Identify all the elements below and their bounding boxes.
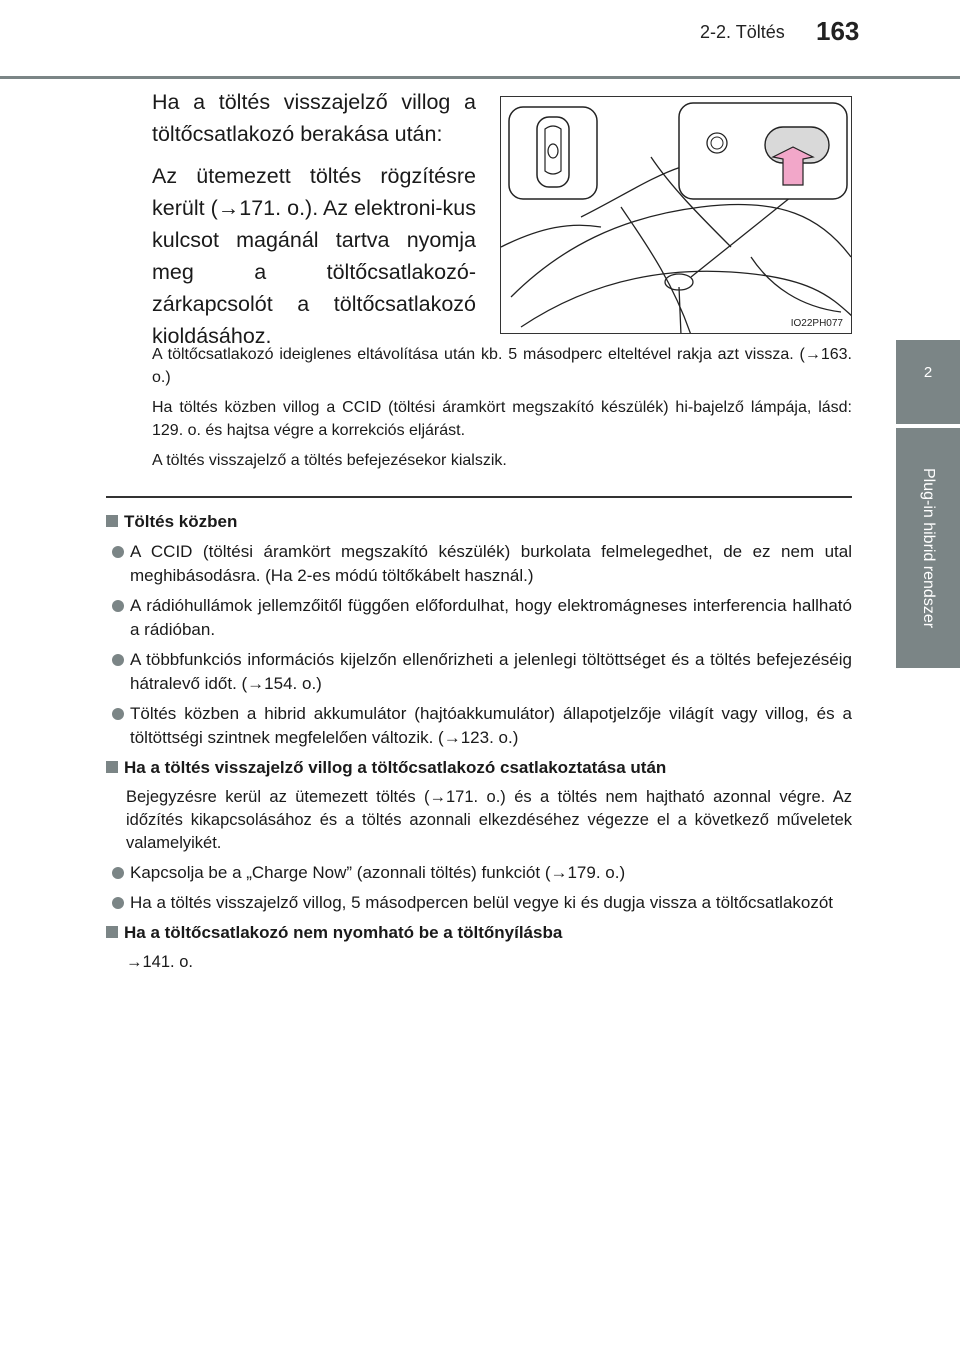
list-item [112,648,852,696]
section-heading-text: Ha a töltőcsatlakozó nem nyomható be a töltőnyílásba [124,923,563,942]
note-item: Ha töltés közben villog a CCID (töltési áramkört megszakító készülék) hi-bajelző lámpája, lásd: 129. o. és hajtsa végre a korrekciós eljárást. [152,399,852,439]
intro-text: Az ütemezett töltés rögzítésre került (→171. o.). Az elektroni-kus kulcsot magánál tartva nyomja meg a töltőcsatlakozó-zárkapcsolót a töltőcsatlakozó kioldásához. [152,164,476,348]
section-text: Bejegyzésre kerül az ütemezett töltés (→171. o.) és a töltés nem hajtható azonnal végre. Az időzítés kikapcsolásához és a töltés azonnali elkezdéséhez végezze el a következő műveletek valamelyikét. [126,788,852,852]
section-heading-text: Ha a töltés visszajelző villog a töltőcsatlakozó csatlakoztatása után [124,758,667,777]
smart-key-icon [537,117,569,187]
bullet-icon [112,708,124,720]
bullet-icon [112,897,124,909]
section-divider [106,496,852,498]
intro-block [152,86,476,362]
square-bullet-icon [106,515,118,527]
square-bullet-icon [106,926,118,938]
list-item-text: Kapcsolja be a „Charge Now” (azonnali töltés) funkciót (→179. o.) [130,863,626,882]
section-heading [106,756,852,780]
chapter-number: 2 [923,364,933,381]
list-item-text: A többfunkciós információs kijelzőn ellenőrizheti a jelenlegi töltöttséget és a töltés befejezéséig hátralevő időt. (→154. o.) [130,650,852,693]
list-item [112,540,852,588]
list-item-text: Ha a töltés visszajelző villog, 5 másodpercen belül vegye ki és dugja vissza a töltőcsatlakozót [130,893,834,912]
charging-connector-illustration [500,96,852,334]
list-item [112,891,852,915]
list-item-text: A CCID (töltési áramkört megszakító készülék) burkolata felmelegedhet, de ez nem utal meghibásodásra. (Ha 2-es módú töltőkábelt használ.) [130,542,852,585]
list-item [112,702,852,750]
list-item-text: Töltés közben a hibrid akkumulátor (hajtóakkumulátor) állapotjelzője világít vagy villog, és a töltöttségi szintnek megfelelően változik. (→123. o.) [130,704,852,747]
list-item-text: A rádióhullámok jellemzőitől függően előfordulhat, hogy elektromágneses interferencia hallható a rádióban. [130,596,852,639]
list-item [112,594,852,642]
square-bullet-icon [106,761,118,773]
bullet-icon [112,867,124,879]
chapter-label: Plug-in hibrid rendszer [920,467,937,629]
info-sections [106,510,852,980]
bullet-icon [112,600,124,612]
note-item: A töltőcsatlakozó ideiglenes eltávolítása után kb. 5 másodperc elteltével rakja azt vissza. (→163. o.) [152,346,852,386]
illustration-drawing [501,97,852,334]
list-item [112,861,852,885]
note-item: A töltés visszajelző a töltés befejezésekor kialszik. [152,452,507,469]
bullet-icon [112,546,124,558]
section-heading [106,921,852,945]
section-heading [106,510,852,534]
intro-heading: Ha a töltés visszajelző villog a töltőcsatlakozó berakása után: [152,90,476,146]
section-title: 2-2. Töltés [700,22,785,42]
chapter-tab [896,340,960,424]
bullet-icon [112,654,124,666]
page-number: 163 [816,16,860,46]
section-heading-text: Töltés közben [124,512,238,531]
section-text: →141. o. [126,953,193,971]
header-rule [0,76,960,79]
chapter-side-tab [896,428,960,668]
notes-block [152,343,852,479]
figure-code: IO22PH077 [790,318,843,329]
